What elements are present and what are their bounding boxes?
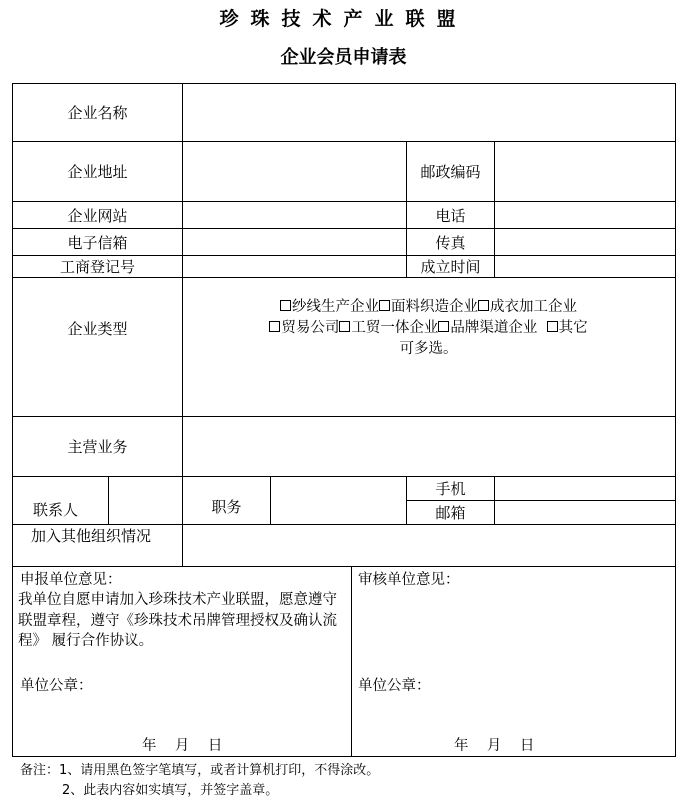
mailbox-label-cell — [406, 500, 495, 525]
email-label: 电子信箱 — [67, 233, 128, 252]
option-yarn[interactable]: 纱线生产企业 — [280, 299, 379, 315]
website-label-cell — [12, 201, 183, 229]
mailbox-input[interactable] — [494, 500, 676, 525]
website-label: 企业网站 — [67, 206, 128, 225]
mailbox-label: 邮箱 — [435, 504, 466, 522]
business-reg-input[interactable] — [182, 255, 407, 278]
position-label: 职务 — [211, 498, 242, 516]
company-type-label-cell — [12, 277, 183, 417]
form-subtitle: 企业会员申请表 — [280, 47, 407, 68]
option-fabric[interactable]: 面料织造企业 — [379, 299, 478, 315]
position-label-cell — [182, 476, 271, 525]
checkbox-garment[interactable] — [478, 300, 489, 311]
note-line-2: 2、此表内容如实填写，并签字盖章。 — [62, 783, 279, 798]
option-other[interactable]: 其它 — [547, 320, 588, 336]
postal-code-label: 邮政编码 — [420, 163, 481, 181]
fax-input[interactable] — [494, 228, 676, 256]
company-address-label-cell — [12, 141, 183, 202]
postal-code-label-cell — [406, 141, 495, 202]
option-industry-trade[interactable]: 工贸一体企业 — [339, 320, 438, 336]
reviewer-opinion-cell[interactable] — [351, 566, 676, 757]
page-title: 珍珠技术产业联盟 — [219, 8, 468, 30]
checkbox-yarn[interactable] — [280, 300, 291, 311]
reviewer-seal-label: 单位公章： — [358, 678, 431, 694]
founded-date-input[interactable] — [494, 255, 676, 278]
founded-date-label-cell — [406, 255, 495, 278]
company-address-input[interactable] — [182, 141, 407, 202]
phone-label: 电话 — [435, 206, 466, 225]
reviewer-date: 年 月 日 — [454, 738, 535, 754]
other-orgs-label: 加入其他组织情况 — [31, 527, 152, 545]
multi-select-note: 可多选。 — [399, 341, 458, 357]
fax-label-cell — [406, 228, 495, 256]
main-business-label-cell — [12, 416, 183, 477]
main-business-input[interactable] — [182, 416, 676, 477]
checkbox-other[interactable] — [547, 321, 558, 332]
email-input[interactable] — [182, 228, 407, 256]
checkbox-industry-trade[interactable] — [339, 321, 350, 332]
option-trading[interactable]: 贸易公司 — [269, 320, 339, 336]
applicant-date: 年 月 日 — [142, 738, 223, 754]
postal-code-input[interactable] — [494, 141, 676, 202]
company-address-label: 企业地址 — [67, 163, 128, 181]
note-line-1: 备注：1、请用黑色签字笔填写，或者计算机打印，不得涂改。 — [20, 763, 380, 778]
mobile-label-cell — [406, 476, 495, 501]
checkbox-brand-channel[interactable] — [438, 321, 449, 332]
checkbox-trading[interactable] — [269, 321, 280, 332]
other-orgs-label-cell — [12, 524, 183, 567]
reviewer-opinion-heading: 审核单位意见： — [358, 572, 460, 588]
contact-person-label: 联系人 — [33, 501, 79, 519]
applicant-statement: 我单位自愿申请加入珍珠技术产业联盟，愿意遵守联盟章程，遵守《珍珠技术吊牌管理授权及确认流程》 履行合作协议。 — [18, 592, 337, 649]
business-reg-label: 工商登记号 — [59, 258, 135, 276]
mobile-input[interactable] — [494, 476, 676, 501]
fax-label: 传真 — [435, 233, 466, 252]
option-brand-channel[interactable]: 品牌渠道企业 — [438, 320, 537, 336]
main-business-label: 主营业务 — [67, 438, 128, 456]
phone-label-cell — [406, 201, 495, 229]
applicant-seal-label: 单位公章： — [20, 678, 93, 694]
contact-person-input[interactable] — [108, 476, 183, 525]
website-input[interactable] — [182, 201, 407, 229]
contact-person-label-cell — [12, 476, 109, 525]
checkbox-fabric[interactable] — [379, 300, 390, 311]
applicant-opinion-heading: 申报单位意见： — [20, 572, 122, 588]
company-name-label: 企业名称 — [67, 104, 128, 122]
phone-input[interactable] — [494, 201, 676, 229]
mobile-label: 手机 — [435, 480, 466, 498]
email-label-cell — [12, 228, 183, 256]
company-name-label-cell — [12, 83, 183, 142]
option-garment[interactable]: 成衣加工企业 — [478, 299, 577, 315]
other-orgs-input[interactable] — [182, 524, 676, 567]
founded-date-label: 成立时间 — [420, 258, 481, 276]
company-type-options — [182, 297, 675, 360]
position-input[interactable] — [270, 476, 407, 525]
company-type-label: 企业类型 — [67, 319, 128, 338]
business-reg-label-cell — [12, 255, 183, 278]
company-name-input[interactable] — [182, 83, 676, 142]
